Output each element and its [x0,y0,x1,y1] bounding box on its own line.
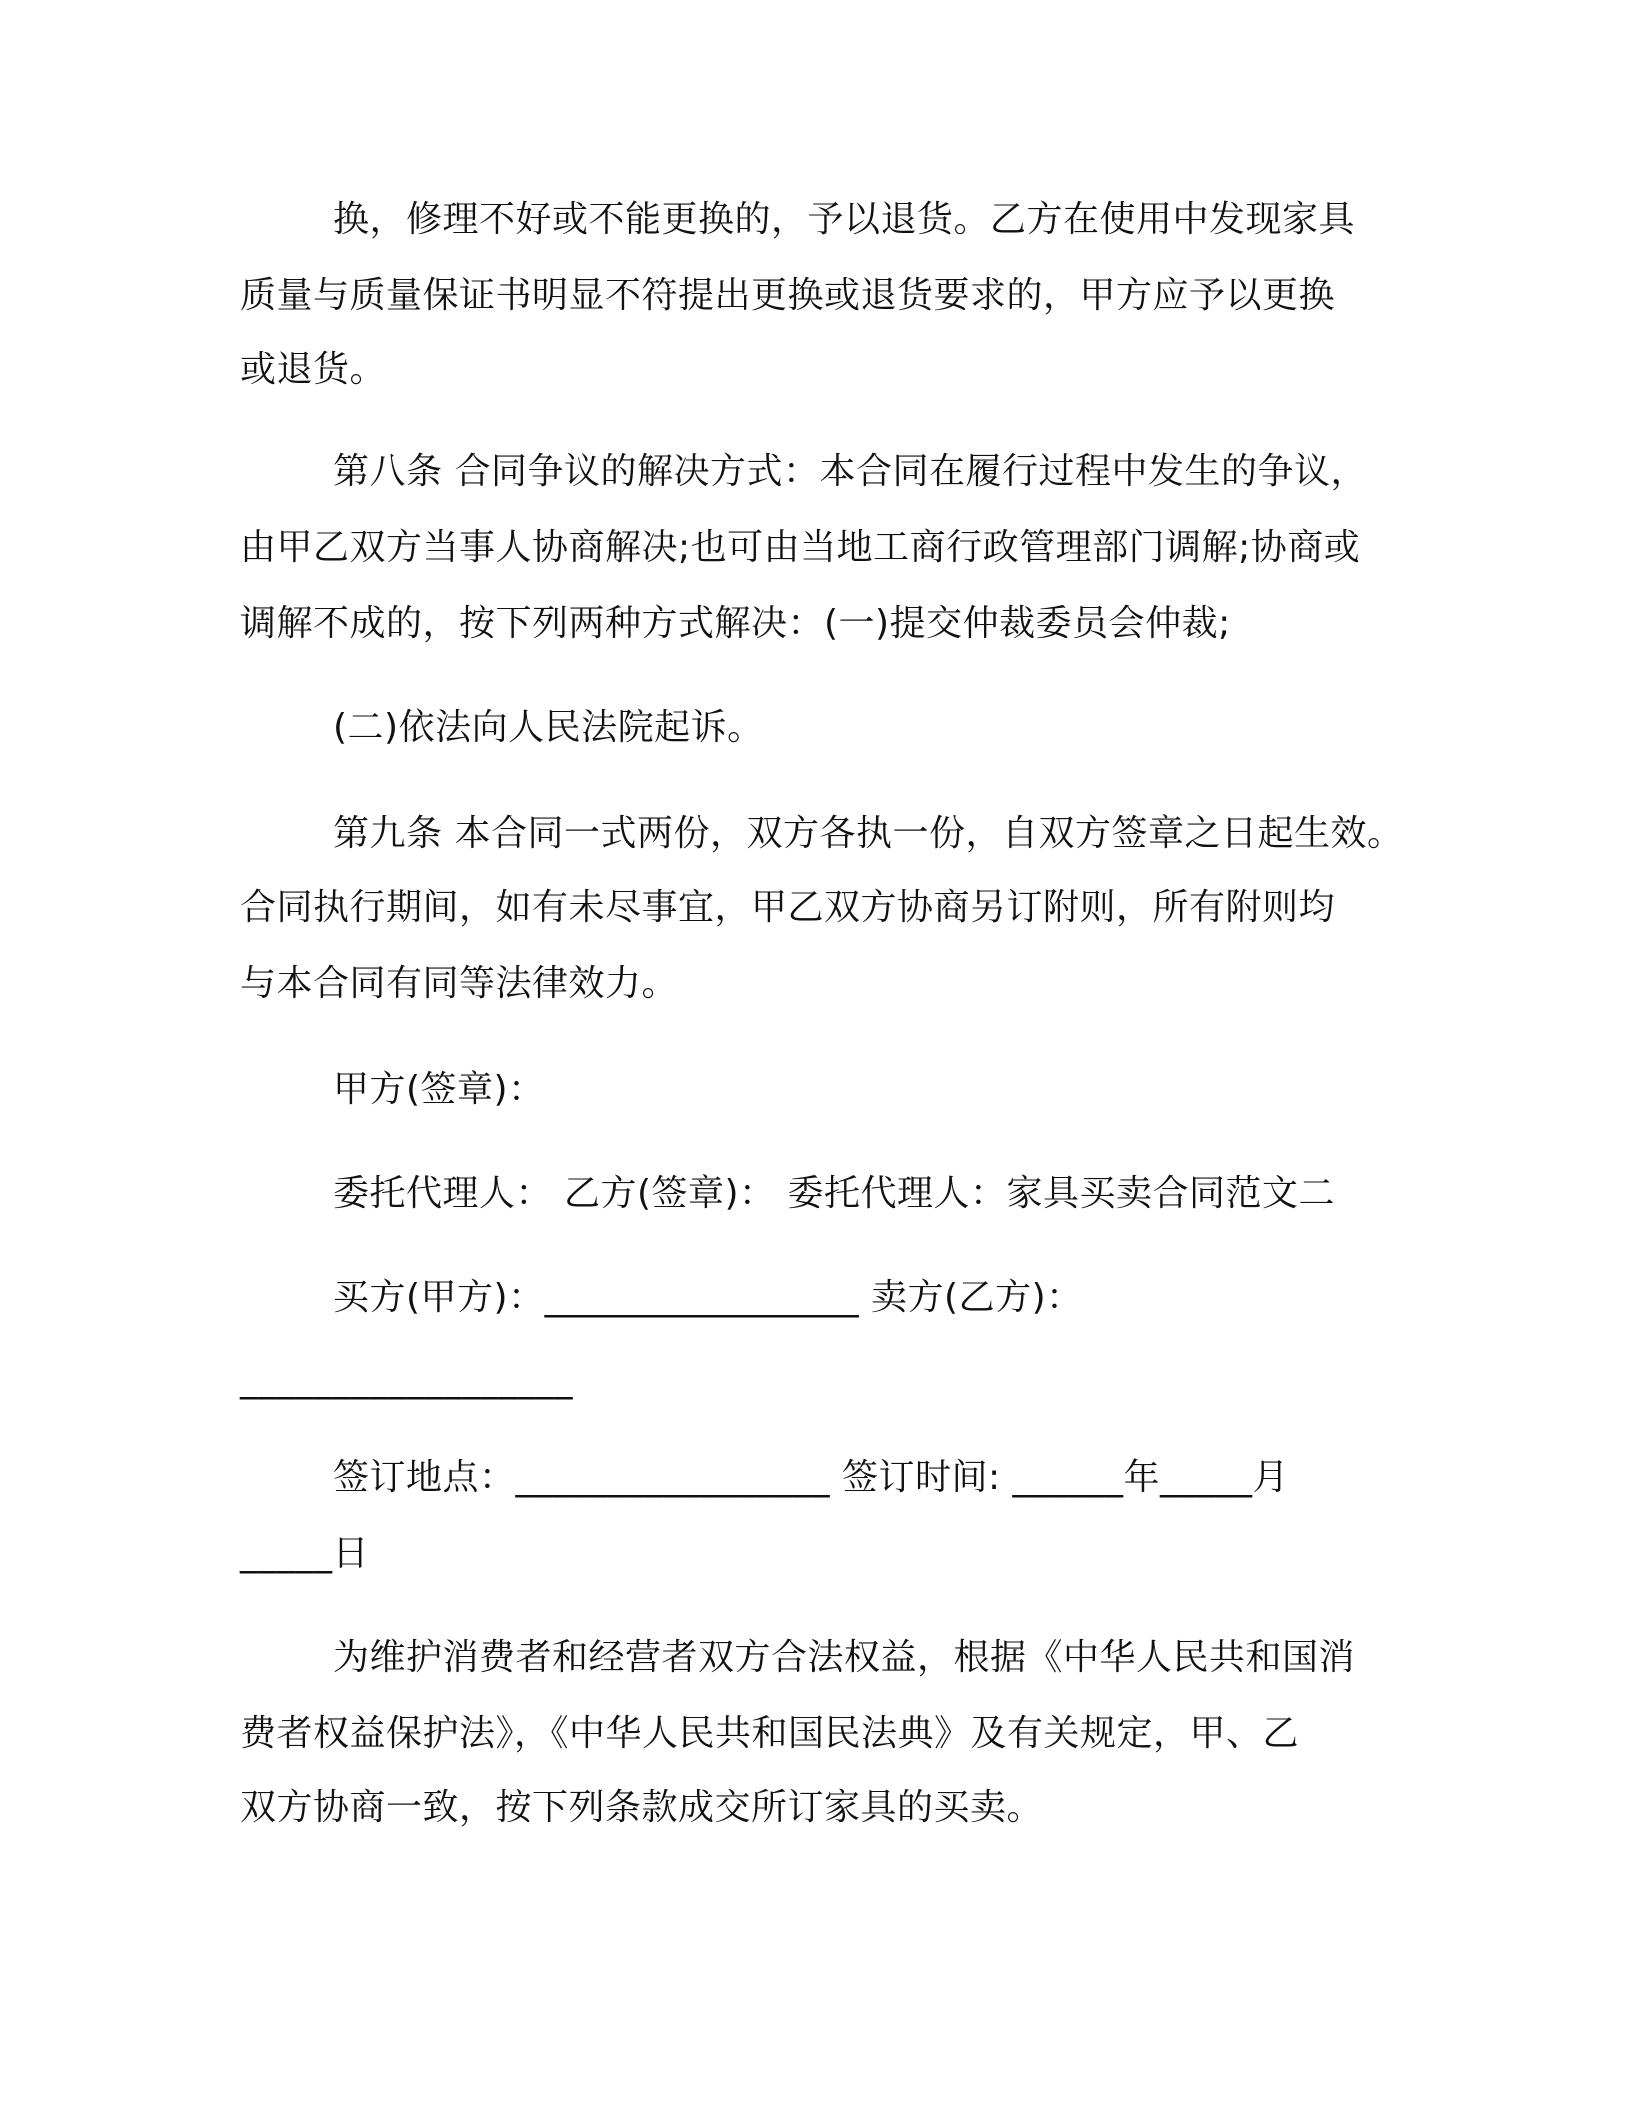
text-line: 调解不成的，按下列两种方式解决：(一)提交仲裁委员会仲裁; [240,603,1231,644]
text-line: 换，修理不好或不能更换的，予以退货。乙方在使用中发现家具 [333,199,1356,240]
text-line: 合同执行期间，如有未尽事宜，甲乙双方协商另订附则，所有附则均 [240,887,1336,928]
text-line: 买方(甲方)：_________________ 卖方(乙方)： [333,1277,1083,1318]
text-line: 甲方(签章)： [333,1069,545,1110]
text-line: 为维护消费者和经营者双方合法权益，根据《中华人民共和国消 [333,1637,1356,1678]
text-line: 质量与质量保证书明显不符提出更换或退货要求的，甲方应予以更换 [240,275,1336,316]
text-line: 第九条 本合同一式两份，双方各执一份，自双方签章之日起生效。 [333,813,1404,854]
text-line: 第八条 合同争议的解决方式：本合同在履行过程中发生的争议， [333,451,1367,492]
text-line: 双方协商一致，按下列条款成交所订家具的买卖。 [240,1787,1044,1828]
text-line: 委托代理人： 乙方(签章)： 委托代理人：家具买卖合同范文二 [333,1173,1335,1214]
text-line: 与本合同有同等法律效力。 [240,963,679,1004]
text-line: 由甲乙双方当事人协商解决;也可由当地工商行政管理部门调解;协商或 [240,527,1361,568]
text-line: _____日 [240,1533,370,1574]
text-line: (二)依法向人民法院起诉。 [333,707,764,748]
text-line: __________________ [240,1359,573,1400]
text-line: 或退货。 [240,349,387,390]
text-line: 费者权益保护法》，《中华人民共和国民法典》及有关规定，甲、乙 [240,1713,1300,1754]
text-line: 签订地点：_________________ 签订时间: ______年_____月 [333,1457,1290,1498]
